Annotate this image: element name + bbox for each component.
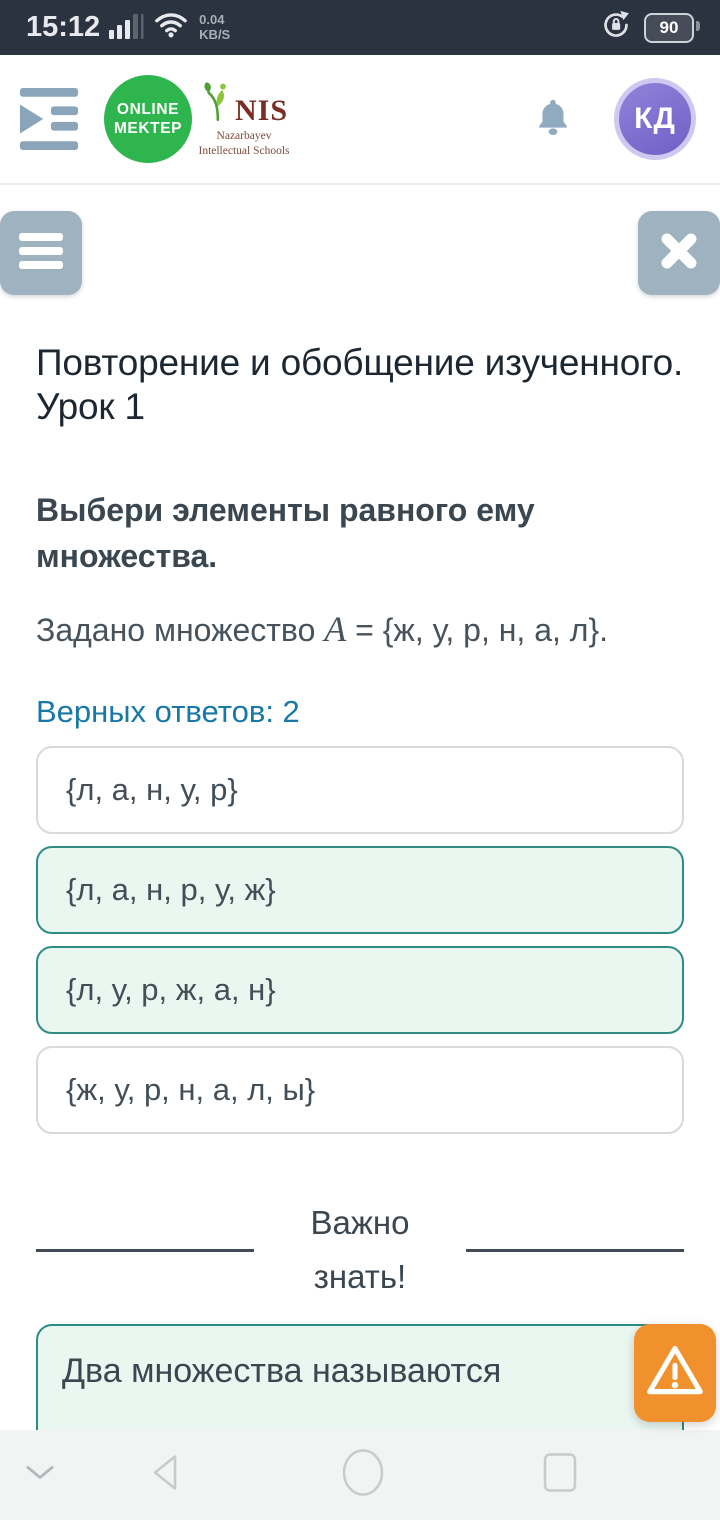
divider-line-left <box>36 1249 254 1252</box>
menu-button[interactable] <box>0 211 82 295</box>
given-elements: = {ж, у, р, н, а, л}. <box>355 612 609 648</box>
sidebar-toggle-icon[interactable] <box>18 84 80 154</box>
status-bar-right <box>600 9 702 46</box>
status-bar-left <box>26 11 230 44</box>
logo-line2: MEKTEP <box>113 120 183 137</box>
important-line2: знать! <box>313 1258 407 1295</box>
given-set-text <box>36 605 676 654</box>
home-icon[interactable] <box>339 1447 387 1504</box>
important-heading-text <box>310 1196 409 1304</box>
avatar[interactable] <box>614 78 696 160</box>
clock: 15:12 <box>26 11 101 43</box>
question-text: Выбери элементы равного ему множества. <box>36 492 535 574</box>
divider-line-right <box>466 1249 684 1252</box>
answer-option-label: {ж, у, р, н, а, л, ы} <box>66 1072 316 1107</box>
warning-icon <box>645 1342 705 1405</box>
online-mektep-logo[interactable] <box>104 75 192 163</box>
network-speed <box>199 13 230 42</box>
back-icon[interactable] <box>145 1451 185 1500</box>
lesson-toolbar <box>0 211 720 295</box>
lesson-content <box>0 185 720 1456</box>
avatar-initials: КД <box>634 102 676 135</box>
correct-answers-label: Верных ответов: 2 <box>36 694 300 729</box>
answer-option-label: {л, у, р, ж, а, н} <box>66 972 276 1007</box>
answer-option[interactable] <box>36 846 684 934</box>
logo-line1: ONLINE <box>116 100 180 118</box>
nis-wordmark: NIS <box>234 94 289 128</box>
signal-icon <box>109 12 145 44</box>
close-button[interactable] <box>638 211 720 295</box>
menu-icon <box>18 232 64 275</box>
answer-option-label: {л, а, н, у, р} <box>66 772 238 807</box>
wifi-icon <box>154 12 188 43</box>
set-symbol: A <box>324 609 347 649</box>
battery-level: 90 <box>659 17 679 37</box>
options-list <box>36 746 684 1134</box>
rotation-lock-icon <box>600 9 632 46</box>
bell-icon[interactable] <box>532 93 574 146</box>
answer-option[interactable] <box>36 746 684 834</box>
important-heading <box>36 1196 684 1304</box>
info-note-text: Два множества называются <box>62 1352 502 1390</box>
answer-option[interactable] <box>36 1046 684 1134</box>
nis-logo-top <box>200 79 288 128</box>
report-problem-button[interactable] <box>634 1324 716 1422</box>
network-speed-unit: KB/S <box>199 26 231 42</box>
answer-option[interactable] <box>36 946 684 1034</box>
nis-logo <box>196 79 292 159</box>
battery-icon <box>644 13 694 43</box>
nis-tree-icon <box>200 79 234 128</box>
status-bar <box>0 0 720 55</box>
recents-icon[interactable] <box>541 1451 579 1500</box>
given-prefix: Задано множество <box>36 612 316 648</box>
close-icon <box>658 230 700 277</box>
chevron-down-icon[interactable] <box>25 1465 55 1486</box>
answer-option-label: {л, а, н, р, у, ж} <box>66 872 276 907</box>
android-nav-bar <box>0 1430 720 1520</box>
app-header <box>0 55 720 185</box>
page-title: Повторение и обобщение изученного. Урок 1 <box>36 342 684 427</box>
important-line1: Важно <box>310 1204 410 1241</box>
nis-subtitle: Nazarbayev Intellectual Schools <box>198 130 290 157</box>
network-speed-value: 0.04 <box>199 11 225 27</box>
